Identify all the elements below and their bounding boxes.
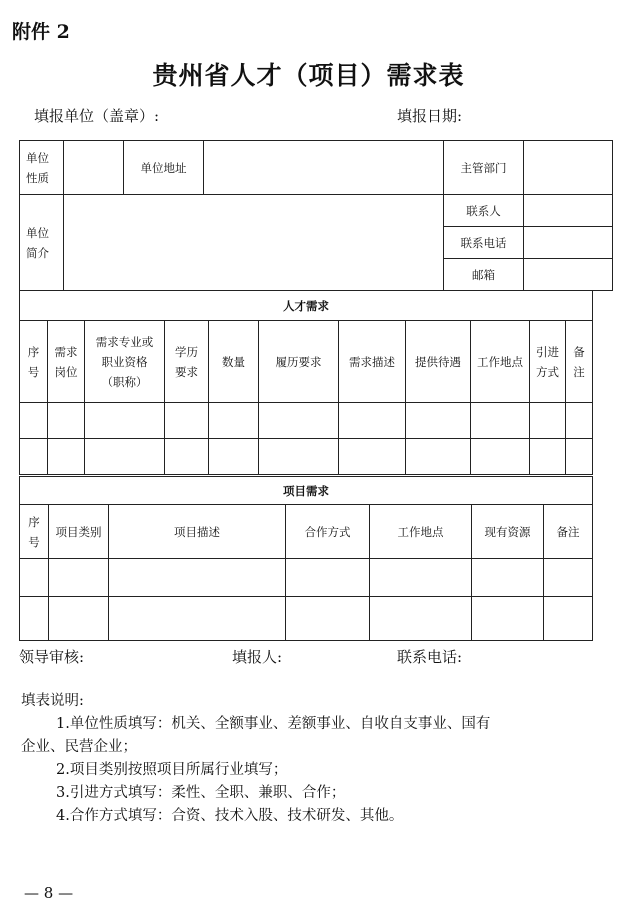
unit-intro-cell[interactable] — [64, 195, 444, 291]
form-title: 贵州省人才（项目）需求表 — [152, 61, 465, 90]
reporting-unit-label: 填报单位（盖章）: — [34, 107, 160, 125]
table-row[interactable] — [20, 597, 593, 641]
filler-label: 填报人: — [232, 648, 283, 666]
note-item: 3.引进方式填写：柔性、全职、兼职、合作； — [56, 785, 346, 801]
attachment-label: 附件 2 — [12, 21, 70, 43]
col-description: 需求描述 — [339, 321, 406, 403]
unit-address-label: 单位地址 — [124, 141, 204, 195]
unit-intro-label: 单位 简介 — [20, 195, 64, 291]
col-quantity: 数量 — [209, 321, 259, 403]
table-row[interactable] — [20, 439, 593, 475]
talent-header-row — [20, 321, 593, 403]
col-major: 需求专业或 职业资格 （职称） — [85, 321, 165, 403]
note-item: 企业、民营企业； — [21, 739, 137, 755]
col-education: 学历 要求 — [165, 321, 209, 403]
col-workplace: 工作地点 — [471, 321, 530, 403]
supervisor-cell[interactable] — [524, 141, 613, 195]
note-item: 1.单位性质填写：机关、全额事业、差额事业、自收自支事业、国有 — [56, 716, 491, 732]
table-row[interactable] — [20, 403, 593, 439]
unit-nature-label: 单位 性质 — [20, 141, 64, 195]
table-row[interactable] — [20, 559, 593, 597]
col-project-category: 项目类别 — [49, 505, 109, 559]
col-intro-method: 引进 方式 — [530, 321, 566, 403]
unit-address-cell[interactable] — [204, 141, 444, 195]
talent-section-title: 人才需求 — [20, 291, 593, 321]
contact-person-cell[interactable] — [524, 195, 613, 227]
col-remarks: 备注 — [544, 505, 593, 559]
unit-nature-cell[interactable] — [64, 141, 124, 195]
notes-heading: 填表说明: — [21, 693, 84, 709]
project-header-row — [20, 505, 593, 559]
col-cooperation: 合作方式 — [286, 505, 370, 559]
col-experience: 履历要求 — [259, 321, 339, 403]
project-demand-table — [19, 476, 593, 641]
col-remarks: 备 注 — [566, 321, 593, 403]
email-cell[interactable] — [524, 259, 613, 291]
reporting-date-label: 填报日期: — [397, 107, 463, 125]
contact-phone-cell[interactable] — [524, 227, 613, 259]
unit-info-table — [19, 140, 613, 291]
page-number: — 8 — — [24, 884, 74, 902]
col-benefits: 提供待遇 — [406, 321, 471, 403]
leader-review-label: 领导审核: — [19, 648, 85, 666]
email-label: 邮箱 — [444, 259, 524, 291]
talent-demand-table — [19, 290, 593, 475]
project-section-title: 项目需求 — [20, 477, 593, 505]
col-index: 序 号 — [20, 505, 49, 559]
note-item: 2.项目类别按照项目所属行业填写； — [56, 762, 288, 778]
col-position: 需求 岗位 — [48, 321, 85, 403]
note-item: 4.合作方式填写：合资、技术入股、技术研发、其他。 — [56, 808, 404, 824]
contact-person-label: 联系人 — [444, 195, 524, 227]
col-workplace: 工作地点 — [370, 505, 472, 559]
col-project-description: 项目描述 — [109, 505, 286, 559]
col-resources: 现有资源 — [472, 505, 544, 559]
footer-phone-label: 联系电话: — [397, 648, 463, 666]
supervisor-label: 主管部门 — [444, 141, 524, 195]
col-index: 序 号 — [20, 321, 48, 403]
contact-phone-label: 联系电话 — [444, 227, 524, 259]
